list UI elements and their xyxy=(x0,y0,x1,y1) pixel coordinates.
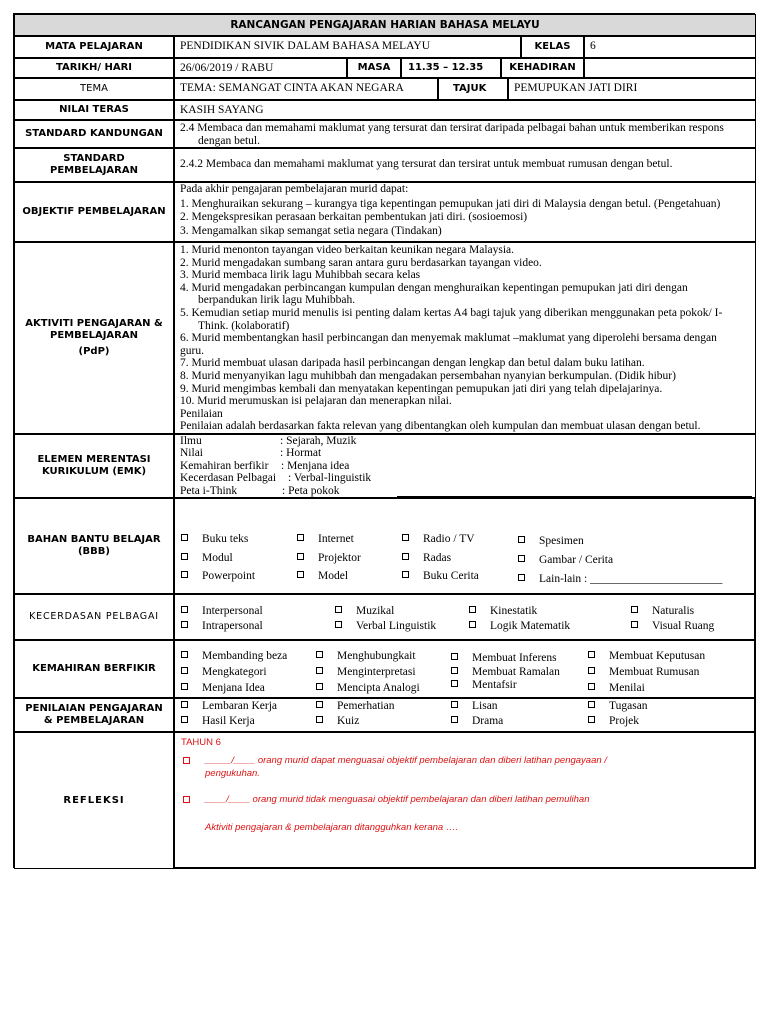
emk-val: : Verbal-linguistik xyxy=(288,472,372,485)
aktiviti-line: 8. Murid menyanyikan lagu muhibbah dan mengadakan persembahan nyanyian berkumpulan. (Didik hibur) xyxy=(180,369,676,382)
tarikh-value: 26/06/2019 / RABU xyxy=(174,58,347,78)
mata-pelajaran-value: PENDIDIKAN SIVIK DALAM BAHASA MELAYU xyxy=(174,36,521,58)
checkbox-label: Tugasan xyxy=(609,700,648,712)
aktiviti-line: Think. (kolaboratif) xyxy=(198,319,290,332)
checkbox-label: Naturalis xyxy=(652,605,695,617)
bbb-checkbox[interactable] xyxy=(181,570,255,583)
penilaian-checkbox[interactable] xyxy=(588,700,648,713)
tajuk-label: TAJUK xyxy=(438,78,508,100)
emk-key: Ilmu xyxy=(180,435,202,447)
penilaian-checkbox[interactable] xyxy=(451,715,503,728)
checkbox-label: Powerpoint xyxy=(202,570,256,582)
checkbox-icon xyxy=(297,571,304,578)
checkbox-icon xyxy=(518,555,525,562)
emk-key: Peta i-Think xyxy=(180,484,238,497)
checkbox-icon xyxy=(181,571,188,578)
aktiviti-line: 3. Murid membaca lirik lagu Muhibbah secara kelas xyxy=(180,269,421,282)
checkbox-icon xyxy=(316,701,323,708)
kemahiran-checkbox[interactable] xyxy=(451,679,517,692)
penilaian-checkbox[interactable] xyxy=(316,700,394,713)
checkbox-label: Menjana Idea xyxy=(202,682,265,694)
checkbox-icon xyxy=(297,534,304,541)
checkbox-label: Projek xyxy=(609,715,640,727)
tarikh-label: TARIKH/ HARI xyxy=(14,58,174,78)
checkbox-icon xyxy=(631,621,638,628)
checkbox-label: Buku teks xyxy=(202,533,249,545)
bbb-checkbox[interactable] xyxy=(518,535,584,548)
emk-val: : Peta pokok xyxy=(282,484,340,497)
bbb-checkbox[interactable] xyxy=(297,533,354,546)
divider xyxy=(397,496,752,497)
aktiviti-label xyxy=(14,242,174,434)
checkbox-icon[interactable] xyxy=(183,796,190,803)
label-line: PENILAIAN PENGAJARAN xyxy=(25,703,163,714)
refleksi-line-2: ____/____ orang murid tidak menguasai objektif pembelajaran dan diberi latihan pemulihan xyxy=(205,794,590,805)
kemahiran-checkbox[interactable] xyxy=(181,650,287,663)
aktiviti-line: 7. Murid membuat ulasan daripada hasil perbincangan dengan lengkap dan betul dalam buku latihan. xyxy=(180,357,645,370)
checkbox-label: Lisan xyxy=(472,700,498,712)
penilaian-checkbox[interactable] xyxy=(181,715,255,728)
checkbox-icon xyxy=(181,621,188,628)
bbb-checkbox[interactable] xyxy=(518,554,613,567)
checkbox-label: Visual Ruang xyxy=(652,620,715,632)
checkbox-label: Lain-lain : _______________________ xyxy=(539,573,723,585)
aktiviti-line: 4. Murid mengadakan perbincangan kumpulan dengan menghuraikan kepentingan pemupukan jati diri dengan xyxy=(180,281,688,294)
bbb-checkbox[interactable] xyxy=(297,570,348,583)
mata-pelajaran-label: MATA PELAJARAN xyxy=(14,36,174,58)
bbb-checkbox[interactable] xyxy=(181,533,248,546)
label-line: ELEMEN MERENTASI xyxy=(37,454,151,465)
aktiviti-line: Penilaian xyxy=(180,407,223,420)
checkbox-icon xyxy=(451,680,458,687)
aktiviti-line: 2. Murid mengadakan sumbang saran antara guru berdasarkan tayangan video. xyxy=(180,256,542,269)
emk-value xyxy=(174,434,756,498)
checkbox-label: Muzikal xyxy=(356,605,395,617)
checkbox-icon xyxy=(402,571,409,578)
checkbox-icon xyxy=(181,683,188,690)
checkbox-label: Membuat Inferens xyxy=(472,652,557,664)
kemahiran-label: KEMAHIRAN BERFIKIR xyxy=(14,640,174,698)
checkbox-icon xyxy=(181,606,188,613)
checkbox-label: Internet xyxy=(318,533,354,545)
checkbox-label: Drama xyxy=(472,715,504,727)
checkbox-label: Pemerhatian xyxy=(337,700,395,712)
kecerdasan-checkbox[interactable] xyxy=(181,620,263,633)
checkbox-label: Membuat Rumusan xyxy=(609,666,700,678)
masa-label: MASA xyxy=(347,58,401,78)
objektif-item: 1. Menghuraikan sekurang – kurangya tiga kepentingan pemupukan jati diri di Malaysia dengan betul. (Pengetahuan) xyxy=(180,197,721,210)
kemahiran-checkbox[interactable] xyxy=(588,666,699,679)
bbb-checkbox[interactable] xyxy=(402,533,475,546)
checkbox-label: Interpersonal xyxy=(202,605,263,617)
bbb-checkbox[interactable] xyxy=(181,552,233,565)
checkbox-icon xyxy=(518,574,525,581)
checkbox-icon xyxy=(316,651,323,658)
kemahiran-checkbox[interactable] xyxy=(181,682,265,695)
checkbox-icon xyxy=(451,701,458,708)
page-title: RANCANGAN PENGAJARAN HARIAN BAHASA MELAYU xyxy=(14,14,756,36)
objektif-value xyxy=(174,182,756,242)
objektif-intro: Pada akhir pengajaran pembelajaran murid dapat: xyxy=(180,183,409,195)
aktiviti-line: 5. Kemudian setiap murid menulis isi penting dalam kertas A4 bagi tajuk yang diberikan menggunakan peta pokok/ I- xyxy=(180,306,723,319)
refleksi-line-1 xyxy=(205,754,607,780)
bbb-label xyxy=(14,498,174,594)
checkbox-icon xyxy=(588,651,595,658)
label-line: (PdP) xyxy=(78,346,110,357)
checkbox-icon xyxy=(402,534,409,541)
emk-val: : Sejarah, Muzik xyxy=(280,435,357,447)
checkbox-icon xyxy=(518,536,525,543)
kehadiran-label: KEHADIRAN xyxy=(501,58,584,78)
checkbox-label: Verbal Linguistik xyxy=(356,620,437,632)
checkbox-label: Kuiz xyxy=(337,715,360,727)
checkbox-label: Membuat Ramalan xyxy=(472,666,560,678)
checkbox-label: Logik Matematik xyxy=(490,620,571,632)
checkbox-icon xyxy=(181,534,188,541)
label-line: AKTIVITI PENGAJARAN & xyxy=(25,318,163,329)
penilaian-checkbox[interactable] xyxy=(316,715,359,728)
checkbox-label: Lembaran Kerja xyxy=(202,700,278,712)
lesson-plan-sheet xyxy=(13,13,755,868)
kemahiran-checkbox[interactable] xyxy=(451,652,557,665)
emk-key: Nilai xyxy=(180,447,203,460)
checkbox-label: Model xyxy=(318,570,349,582)
checkbox-label: Kinestatik xyxy=(490,605,538,617)
kemahiran-checkbox[interactable] xyxy=(451,666,560,679)
checkbox-label: Membanding beza xyxy=(202,650,288,662)
kecerdasan-checkbox[interactable] xyxy=(631,620,714,633)
label-line: (BBB) xyxy=(77,546,110,557)
kehadiran-value xyxy=(584,58,756,78)
kemahiran-checkbox[interactable] xyxy=(316,650,416,663)
aktiviti-value xyxy=(174,242,756,434)
aktiviti-line: 1. Murid menonton tayangan video berkaitan keunikan negara Malaysia. xyxy=(180,244,515,256)
masa-value: 11.35 – 12.35 xyxy=(401,58,501,78)
checkbox-icon xyxy=(469,621,476,628)
kecerdasan-checkbox[interactable] xyxy=(181,605,263,618)
refleksi-text: pengukuhan. xyxy=(205,768,260,779)
nilai-teras-label: NILAI TERAS xyxy=(14,100,174,120)
checkbox-icon xyxy=(316,683,323,690)
emk-label xyxy=(14,434,174,498)
label-line: BAHAN BANTU BELAJAR xyxy=(27,534,161,545)
kecerdasan-checkbox[interactable] xyxy=(469,605,537,618)
kemahiran-checkbox[interactable] xyxy=(181,666,267,679)
checkbox-label: Menghubungkait xyxy=(337,650,416,662)
checkbox-icon xyxy=(451,667,458,674)
standard-kandungan-line: 2.4 Membaca dan memahami maklumat yang tersurat dan tersirat daripada pelbagai bahan untuk memberikan respons xyxy=(180,122,724,134)
refleksi-label: REFLEKSI xyxy=(14,732,174,869)
checkbox-icon xyxy=(181,651,188,658)
emk-key: Kemahiran berfikir xyxy=(180,459,269,472)
checkbox-icon xyxy=(316,716,323,723)
checkbox-icon xyxy=(335,606,342,613)
checkbox-label: Gambar / Cerita xyxy=(539,554,614,566)
label-line: PEMBELAJARAN xyxy=(50,165,138,176)
checkbox-icon xyxy=(181,716,188,723)
label-line: KURIKULUM (EMK) xyxy=(41,466,147,477)
checkbox-label: Menilai xyxy=(609,682,645,694)
checkbox-icon xyxy=(181,667,188,674)
kemahiran-checkbox[interactable] xyxy=(316,666,416,679)
objektif-item: 3. Mengamalkan sikap semangat setia negara (Tindakan) xyxy=(180,224,442,237)
bbb-checkbox[interactable] xyxy=(402,552,451,565)
checkbox-icon xyxy=(588,701,595,708)
checkbox-label: Buku Cerita xyxy=(423,570,479,582)
penilaian-label xyxy=(14,698,174,732)
checkbox-label: Modul xyxy=(202,552,233,564)
checkbox-label: Radas xyxy=(423,552,452,564)
refleksi-line-3: Aktiviti pengajaran & pembelajaran ditangguhkan kerana …. xyxy=(205,822,458,833)
kemahiran-checkbox[interactable] xyxy=(588,650,705,663)
aktiviti-line: berpandukan lirik lagu Muhibbah. xyxy=(198,294,356,307)
checkbox-label: Spesimen xyxy=(539,535,584,547)
kecerdasan-value xyxy=(174,594,756,640)
refleksi-value xyxy=(174,732,756,869)
checkbox-icon xyxy=(451,716,458,723)
checkbox-icon xyxy=(588,683,595,690)
checkbox-icon xyxy=(469,606,476,613)
aktiviti-line: Penilaian adalah berdasarkan fakta relevan yang dibentangkan oleh kumpulan dan membuat ulasan dengan betul. xyxy=(180,420,701,433)
refleksi-text: _____/____ orang murid dapat menguasai objektif pembelajaran dan diberi latihan pengayaan / xyxy=(205,755,607,766)
standard-pembelajaran-label xyxy=(14,148,174,182)
checkbox-icon xyxy=(451,653,458,660)
kemahiran-checkbox[interactable] xyxy=(588,682,645,695)
label-line: & PEMBELAJARAN xyxy=(43,715,145,726)
checkbox-label: Mencipta Analogi xyxy=(337,682,420,694)
checkbox-icon xyxy=(588,716,595,723)
aktiviti-line: 6. Murid membentangkan hasil perbincangan dan menyemak maklumat –maklumat yang diperolehi bersama dengan xyxy=(180,332,717,345)
label-line: STANDARD xyxy=(63,153,125,164)
checkbox-icon xyxy=(402,553,409,560)
checkbox-icon xyxy=(181,701,188,708)
standard-kandungan-value xyxy=(174,120,756,148)
checkbox-icon xyxy=(335,621,342,628)
kelas-label: KELAS xyxy=(521,36,584,58)
penilaian-value xyxy=(174,698,756,732)
checkbox-icon xyxy=(588,667,595,674)
standard-pembelajaran-value: 2.4.2 Membaca dan memahami maklumat yang tersurat dan tersirat untuk membuat rumusan dengan betul. xyxy=(174,148,756,182)
tema-label: TEMA xyxy=(14,78,174,100)
kecerdasan-checkbox[interactable] xyxy=(335,605,394,618)
checkbox-icon xyxy=(297,553,304,560)
bbb-checkbox[interactable] xyxy=(402,570,479,583)
kecerdasan-checkbox[interactable] xyxy=(631,605,694,618)
checkbox-label: Mentafsir xyxy=(472,679,517,691)
bbb-checkbox[interactable] xyxy=(297,552,361,565)
kecerdasan-checkbox[interactable] xyxy=(469,620,570,633)
emk-key: Kecerdasan Pelbagai xyxy=(180,472,277,485)
aktiviti-line: 9. Murid mengimbas kembali dan menyatakan kepentingan pemupukan jati diri yang telah dipelajarinya. xyxy=(180,382,663,395)
checkbox-label: Intrapersonal xyxy=(202,620,263,632)
checkbox-label: Menginterpretasi xyxy=(337,666,416,678)
emk-val: : Menjana idea xyxy=(281,459,350,472)
penilaian-checkbox[interactable] xyxy=(181,700,277,713)
tema-value: TEMA: SEMANGAT CINTA AKAN NEGARA xyxy=(174,78,438,100)
objektif-label: OBJEKTIF PEMBELAJARAN xyxy=(14,182,174,242)
bbb-value xyxy=(174,498,756,594)
checkbox-label: Hasil Kerja xyxy=(202,715,255,727)
checkbox-label: Projektor xyxy=(318,552,361,564)
checkbox-icon xyxy=(631,606,638,613)
standard-kandungan-line: dengan betul. xyxy=(198,134,260,147)
penilaian-checkbox[interactable] xyxy=(588,715,639,728)
kelas-value: 6 xyxy=(584,36,756,58)
kecerdasan-checkbox[interactable] xyxy=(335,620,436,633)
label-line: PEMBELAJARAN xyxy=(50,330,138,341)
checkbox-icon xyxy=(316,667,323,674)
objektif-item: 2. Mengekspresikan perasaan berkaitan pembentukan jati diri. (sosioemosi) xyxy=(180,211,528,223)
kemahiran-value xyxy=(174,640,756,698)
standard-kandungan-label: STANDARD KANDUNGAN xyxy=(14,120,174,148)
tajuk-value: PEMUPUKAN JATI DIRI xyxy=(508,78,756,100)
nilai-teras-value: KASIH SAYANG xyxy=(174,100,756,120)
kecerdasan-label: KECERDASAN PELBAGAI xyxy=(14,594,174,640)
checkbox-label: Membuat Keputusan xyxy=(609,650,706,662)
checkbox-icon xyxy=(181,553,188,560)
penilaian-checkbox[interactable] xyxy=(451,700,498,713)
aktiviti-line: guru. xyxy=(180,344,204,357)
checkbox-icon[interactable] xyxy=(183,757,190,764)
checkbox-label: Radio / TV xyxy=(423,533,475,545)
bbb-checkbox[interactable] xyxy=(518,573,722,586)
refleksi-tahun: TAHUN 6 xyxy=(181,737,221,748)
kemahiran-checkbox[interactable] xyxy=(316,682,420,695)
aktiviti-line: 10. Murid merumuskan isi pelajaran dan menerapkan nilai. xyxy=(180,395,452,408)
checkbox-label: Mengkategori xyxy=(202,666,267,678)
emk-val: : Hormat xyxy=(280,447,322,460)
